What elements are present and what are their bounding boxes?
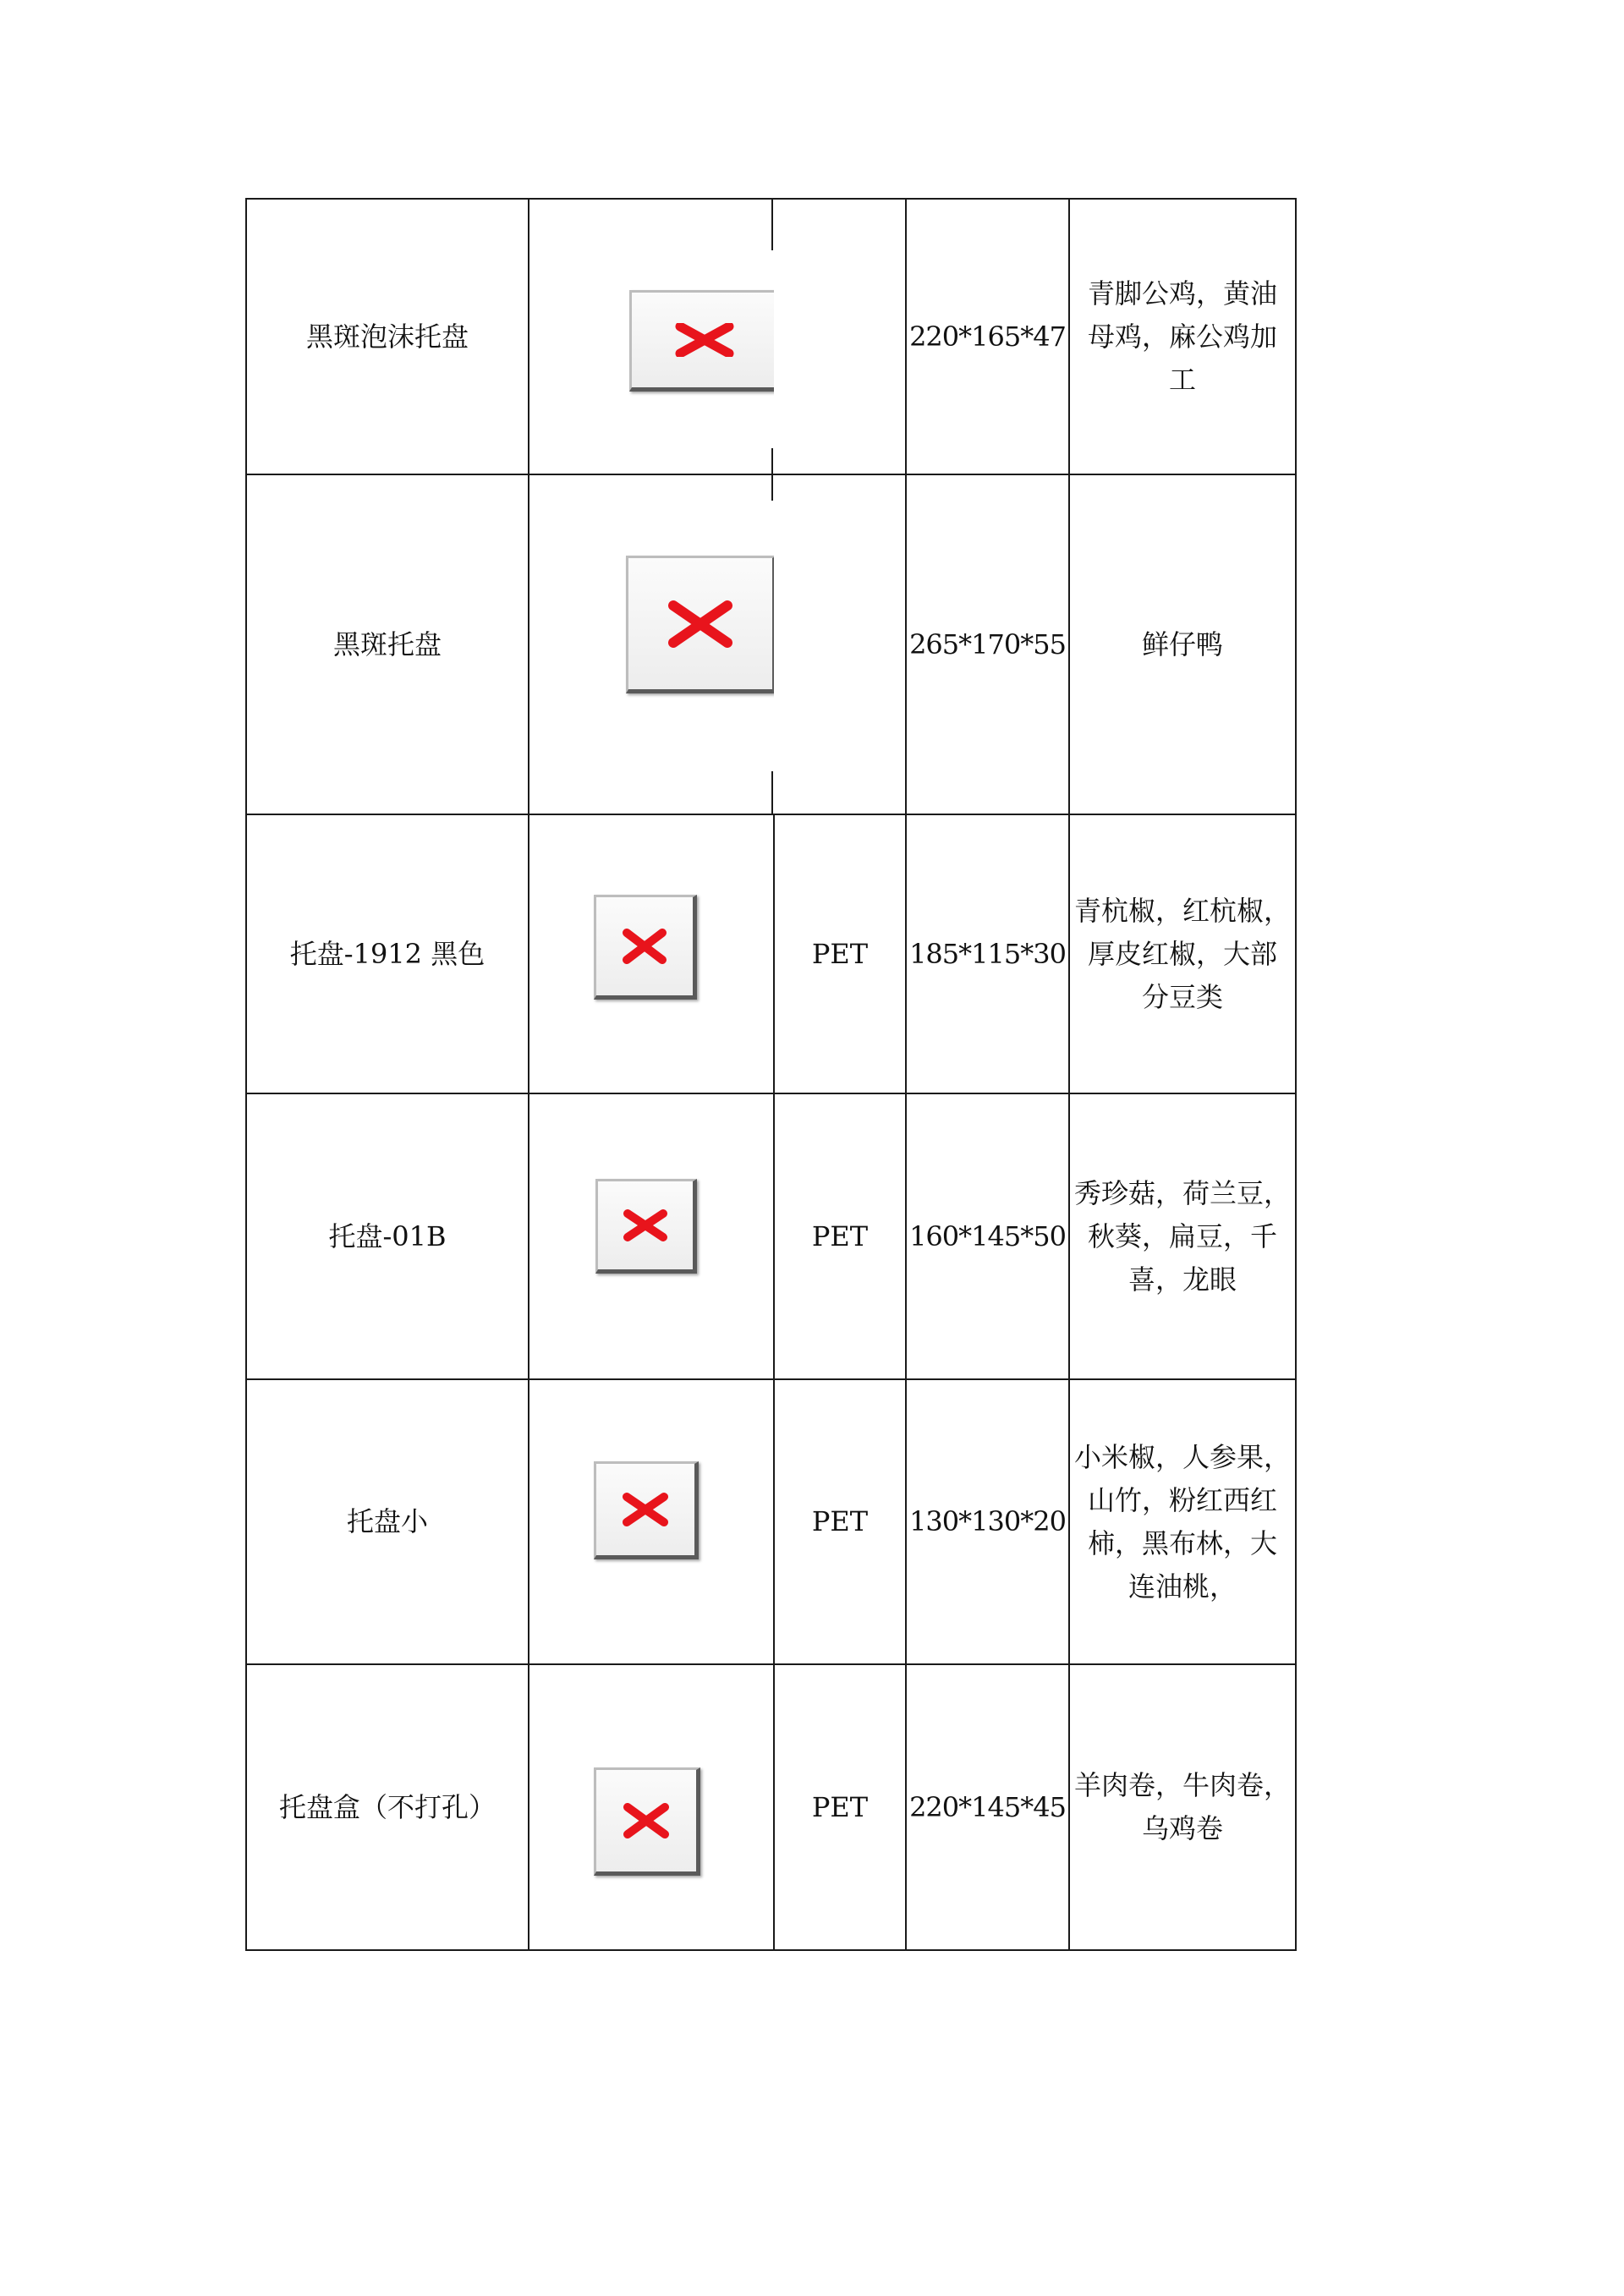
size-cell: 160*145*50: [906, 1093, 1069, 1379]
cell-divider-fragment: [771, 475, 773, 501]
product-table: [245, 198, 1297, 1951]
usage-cell: [1069, 474, 1296, 814]
usage-line: 工: [1168, 363, 1196, 396]
cell-divider-fragment: [771, 200, 773, 250]
broken-image-icon: [595, 1179, 697, 1274]
product-name-cell: 黑斑托盘: [246, 474, 529, 814]
usage-line: 鲜仔鸭: [1141, 627, 1223, 660]
table-row: [246, 1093, 1296, 1379]
usage-line: 青杭椒，红杭椒，: [1073, 894, 1291, 927]
usage-line: 山竹，粉红西红: [1087, 1483, 1277, 1516]
usage-cell: [1069, 1379, 1296, 1664]
material-cell: [774, 474, 906, 814]
size-cell: 130*130*20: [906, 1379, 1069, 1664]
table-row: [246, 474, 1296, 814]
product-name-cell: 黑斑泡沫托盘: [246, 199, 529, 474]
product-table-container: [245, 198, 1297, 1951]
usage-cell: [1069, 814, 1296, 1093]
usage-line: 连油桃，: [1127, 1570, 1237, 1603]
usage-line: 秋葵，扁豆，千: [1087, 1219, 1277, 1252]
usage-line: 青脚公鸡，黄油: [1087, 277, 1277, 310]
broken-image-icon: [626, 556, 774, 693]
material-cell: PET: [774, 1664, 906, 1950]
product-image-cell: [529, 1093, 774, 1379]
table-row: [246, 199, 1296, 474]
table-row: [246, 814, 1296, 1093]
table-row: [246, 1664, 1296, 1950]
usage-line: 乌鸡卷: [1141, 1812, 1223, 1844]
size-cell: 185*115*30: [906, 814, 1069, 1093]
material-cell: PET: [774, 1379, 906, 1664]
broken-image-icon: [594, 1461, 699, 1559]
product-name-cell: 托盘小: [246, 1379, 529, 1664]
product-image-cell: [529, 1664, 774, 1950]
size-cell: 220*165*47: [906, 199, 1069, 474]
size-cell: 265*170*55: [906, 474, 1069, 814]
usage-line: 厚皮红椒，大部: [1087, 937, 1277, 970]
product-image-cell: [529, 474, 774, 814]
usage-line: 母鸡，麻公鸡加: [1087, 320, 1277, 353]
product-name-cell: 托盘-01B: [246, 1093, 529, 1379]
cell-divider-fragment: [771, 771, 773, 814]
usage-line: 柿，黑布林，大: [1087, 1526, 1277, 1559]
product-image-cell: [529, 199, 774, 474]
material-cell: PET: [774, 814, 906, 1093]
broken-image-icon: [594, 1767, 700, 1876]
cell-divider-fragment: [771, 448, 773, 474]
material-cell: PET: [774, 1093, 906, 1379]
usage-cell: [1069, 199, 1296, 474]
broken-image-icon: [629, 290, 774, 392]
usage-line: 分豆类: [1141, 980, 1223, 1013]
broken-image-icon: [594, 895, 697, 1000]
product-name-cell: 托盘盒（不打孔）: [246, 1664, 529, 1950]
usage-line: 喜，龙眼: [1127, 1263, 1237, 1296]
usage-cell: [1069, 1093, 1296, 1379]
material-cell: [774, 199, 906, 474]
product-image-cell: [529, 1379, 774, 1664]
usage-line: 秀珍菇，荷兰豆，: [1073, 1176, 1291, 1209]
usage-line: 羊肉卷，牛肉卷，: [1073, 1769, 1291, 1801]
size-cell: 220*145*45: [906, 1664, 1069, 1950]
table-row: [246, 1379, 1296, 1664]
product-image-cell: [529, 814, 774, 1093]
product-name-cell: 托盘-1912 黑色: [246, 814, 529, 1093]
usage-cell: [1069, 1664, 1296, 1950]
usage-line: 小米椒，人参果，: [1073, 1440, 1291, 1473]
